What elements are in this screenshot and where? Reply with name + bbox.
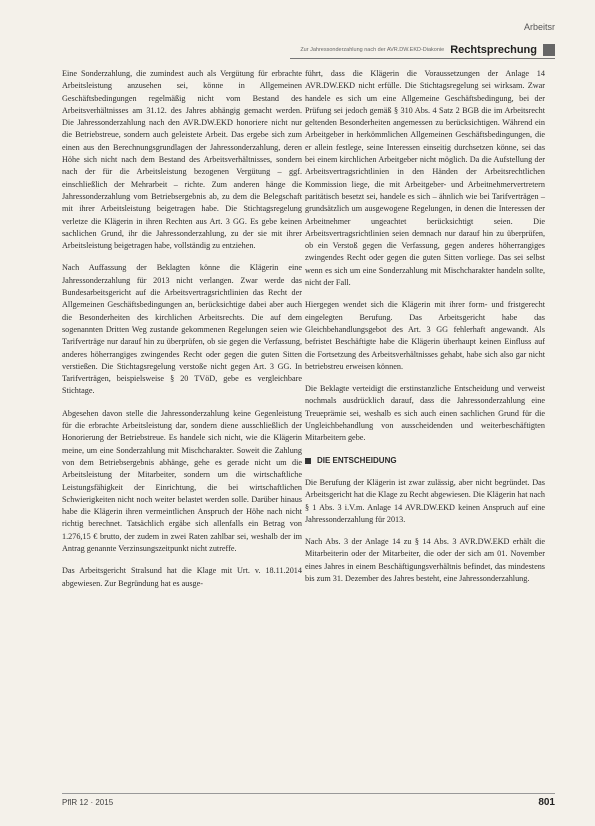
left-column (62, 68, 302, 600)
section-heading (305, 455, 545, 467)
paragraph: Hiergegen wendet sich die Klägerin mit ihrer form- und fristgerecht eingelegten Berufung. Das Arbeitsgericht habe das Gleichbehandlungsgebot des Art. 3 GG fehlerhaft angewandt. Als befristet Beschäftigte habe die Klägerin überhaupt keinen Einfluss auf die Fortsetzung des Arbeitsverhältnisses gehabt, habe sich also gar nicht betriebstreu erweisen können. (305, 300, 545, 371)
paragraph: Die Beklagte verteidigt die erstinstanzliche Entscheidung und verweist nochmals ausdrücklich darauf, dass die Jahressonderzahlung eine Treueprämie sei, weshalb es sich auch einen sachlichen Grund für die Ungleichbehandlung von ausscheidenden und weiterbeschäftigten Mitarbeitern gebe. (305, 384, 545, 443)
header-title: Rechtsprechung (450, 44, 537, 56)
paragraph: Die Berufung der Klägerin ist zwar zulässig, aber nicht begründet. Das Arbeitsgericht hat die Klage zu Recht abgewiesen. Die Klägerin hat nach § 1 Abs. 3 i.V.m. Anlage 14 AVR.DW.EKD keinen Anspruch auf eine Jahressonderzahlung für 2013. (305, 477, 545, 524)
paragraph: Nach Auffassung der Beklagten könne die Klägerin eine Jahressonderzahlung für 2013 nicht verlangen. Zwar werde das Bundesarbeitsgericht auf die Arbeitsvertragsrichtlinien das Recht der Allgemeinen Geschäftsbedingungen an, berücksichtige dabei aber auch die Besonderheiten des kirchlichen Arbeitsrechts. Die auf dem sogenannten Dritten Weg zustande gekommenen Regelungen seien wie Tarifverträge nur darauf hin zu überprüfen, ob sie gegen die Verfassung, anderes höherrangiges zwingendes Recht oder gegen die guten Sitten verstießen. Die Stichtagsregelung verstoße nicht gegen Art. 3 GG. In Tarifverträgen, beispielsweise § 20 TVöD, gebe es vergleichbare Stichtage. (62, 263, 302, 396)
heading-marker-icon (305, 458, 311, 464)
paragraph: führt, dass die Klägerin die Voraussetzungen der Anlage 14 AVR.DW.EKD nicht erfülle. Die Stichtagsregelung sei wirksam. Zwar handele es sich um eine Allgemeine Geschäftsbedingung, bei der Prüfung sei jedoch gemäß § 310 Abs. 4 Satz 2 BGB die im Arbeitsrecht geltenden Besonderheiten angemessen zu berücksichtigen. Während ein Arbeitgeber in herkömmlichen Allgemeinen Geschäftsbedingungen, die er allein festlege, seine Interessen einseitig durchsetzen könne, sei das bei einem kirchlichen Arbeitgeber nicht möglich. Da die Aufstellung der Arbeitsvertragsrichtlinien in den Händen der Arbeitsrechtlichen Kommission liege, die mit Arbeitgeber- und Arbeitnehmervertretern paritätisch besetzt sei, handele es sich – ähnlich wie bei Tarifverträgen – grundsätzlich um ausgewogene Regelungen, in denen die Interessen der Arbeitnehmer ungeachtet berücksichtigt seien. Die Arbeitsvertragsrichtlinien seien demnach nur darauf hin zu überprüfen, ob ein Verstoß gegen die Verfassung, gegen anderes höherrangiges zwingendes Recht oder gegen die guten Sitten vorliege. Das sei selbst wenn es sich um eine Sonderzahlung mit Mischcharakter handeln sollte, nicht der Fall. (305, 69, 545, 288)
header-subtitle: Zur Jahressonderzahlung nach der AVR.DW.EKD-Diakonie (300, 47, 445, 53)
paragraph: Eine Sonderzahlung, die zumindest auch als Vergütung für erbrachte Arbeitsleistung anzusehen sei, könne in Allgemeinen Geschäftsbedingungen regelmäßig nicht vom Bestand des Arbeitsverhältnisses am 31.12. des Jahres abhängig gemacht werden. Die Jahressonderzahlung nach den AVR.DW.EKD honoriere nicht nur die Betriebstreue, sondern auch geleistete Arbeit. Das ergebe sich zum einen aus den Berechnungsgrundlagen der Jahressonderzahlung, deren Höhe sich nicht nach dem Bestand des Arbeitsverhältnisses, sondern nach der für die Arbeitsleistung bezogenen Vergütung – ggf. einschließlich der Mehrarbeit – richte. Zum anderen hänge die Jahressonderzahlung vom Betriebsergebnis ab, zu dem die Belegschaft mit ihrer Arbeitsleistung beigetragen habe. Die Stichtagsregelung verletze die Klägerin in ihren Rechten aus Art. 3 GG. Es gebe keinen sachlichen Grund, ihr die Jahressonderzahlung, zu der sie mit ihrer Arbeitsleistung beigetragen habe, vollständig zu entziehen. (62, 69, 302, 251)
paragraph: Abgesehen davon stelle die Jahressonderzahlung keine Gegenleistung für die erbrachte Arbeitsleistung dar, sondern diene ausschließlich der Honorierung der Betriebstreue. Es handele sich nicht, wie die Klägerin meine, um eine Sonderzahlung mit Mischcharakter. Soweit die Zahlung von dem Betriebsergebnis abhänge, gehe es gerade nicht um die Arbeitsleistung der Mitarbeiter, sondern um die wirtschaftliche Leistungsfähigkeit der Einrichtung, die bei wirtschaftlichen Schwierigkeiten nicht noch weiter belastet werden solle. Darüber hinaus habe die Klägerin ihren vermeintlichen Anspruch der Höhe nach nicht richtig berechnet. Tatsächlich ergäbe sich allenfalls ein Betrag von 1.276,15 € brutto, der zudem in zwei Raten zahlbar sei, weshalb der im Antrag genannte Verzinsungszeitpunkt nicht zutreffe. (62, 408, 302, 553)
page-header (290, 42, 555, 59)
paragraph: Das Arbeitsgericht Stralsund hat die Klage mit Urt. v. 18.11.2014 abgewiesen. Zur Begründung hat es ausge- (62, 566, 302, 588)
footer-journal: PflR 12 · 2015 (62, 798, 114, 807)
footer-divider (62, 793, 555, 794)
section-label: Arbeitsr (523, 22, 555, 32)
page-number: 801 (538, 797, 555, 808)
section-heading-text: DIE ENTSCHEIDUNG (317, 455, 397, 465)
header-marker-icon (543, 44, 555, 56)
paragraph: Nach Abs. 3 der Anlage 14 zu § 14 Abs. 3 AVR.DW.EKD erhält die Mitarbeiterin oder der Mitarbeiter, die oder der sich am 01. November eines Jahres in einem Beschäftigungsverhältnis befindet, das mindestens bis zum 31. Dezember des Jahres besteht, eine Jahressonderzahlung. (305, 537, 545, 583)
right-column (305, 68, 545, 595)
